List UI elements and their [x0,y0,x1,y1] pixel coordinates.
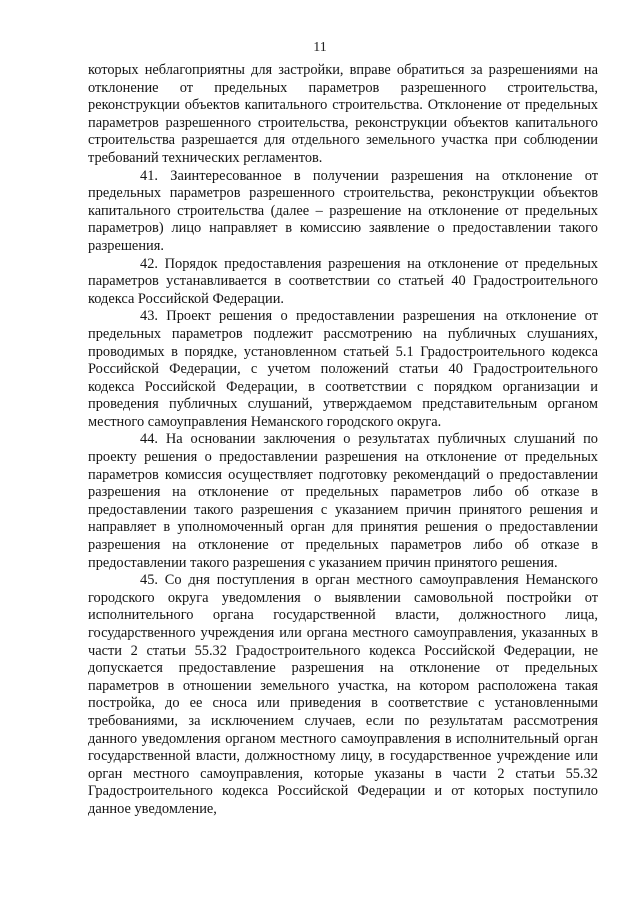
paragraph-43: 43. Проект решения о предоставлении разрешения на отклонение от предельных параметров подлежит рассмотрению на публичных слушаниях, проводимых в порядке, установленном статьей 5.1 Градостроительного кодекса Российской Федерации, с учетом положений статьи 40 Градостроительного кодекса Российской Федерации, в соответствии с порядком организации и проведения публичных слушаний, утверждаемом представительным органом местного самоуправления Неманского городского округа. [88,308,598,430]
page-number: 11 [313,40,327,55]
paragraph-41: 41. Заинтересованное в получении разрешения на отклонение от предельных параметров разрешенного строительства, реконструкции объектов капитального строительства (далее – разрешение на отклонение от предельных параметров) лицо направляет в комиссию заявление о предоставлении такого разрешения. [88,167,598,254]
paragraph-continuation: которых неблагоприятны для застройки, вправе обратиться за разрешениями на отклонение от предельных параметров разрешенного строительства, реконструкции объектов капитального строительства. Отклонение от предельных параметров разрешенного строительства, реконструкции объектов капитального строительства разрешается для отдельного земельного участка при соблюдении требований технических регламентов. [88,62,598,166]
paragraph-42: 42. Порядок предоставления разрешения на отклонение от предельных параметров устанавливается в соответствии со статьей 40 Градостроительного кодекса Российской Федерации. [88,255,598,307]
document-body [88,62,598,819]
paragraph-45: 45. Со дня поступления в орган местного самоуправления Неманского городского округа уведомления о выявлении самовольной постройки от исполнительного органа государственной власти, должностного лица, государственного учреждения или органа местного самоуправления, указанных в части 2 статьи 55.32 Градостроительного кодекса Российской Федерации, не допускается предоставление разрешения на отклонение от предельных параметров в отношении земельного участка, на котором расположена такая постройка, до ее сноса или приведения в соответствие с установленными требованиями, за исключением случаев, если по результатам рассмотрения данного уведомления органом местного самоуправления в исполнительный орган государственной власти, должностному лицу, в государственное учреждение или орган местного самоуправления, которые указаны в части 2 статьи 55.32 Градостроительного кодекса Российской Федерации и от которых поступило данное уведомление, [88,572,598,817]
paragraph-44: 44. На основании заключения о результатах публичных слушаний по проекту решения о предоставлении разрешения на отклонение от предельных параметров комиссия осуществляет подготовку рекомендаций о предоставлении разрешения на отклонение от предельных параметров либо об отказе в предоставлении такого разрешения с указанием причин принятого решения и направляет в уполномоченный орган для принятия решения о предоставлении разрешения на отклонение от предельных параметров либо об отказе в предоставлении такого разрешения с указанием причин принятого решения. [88,431,598,571]
